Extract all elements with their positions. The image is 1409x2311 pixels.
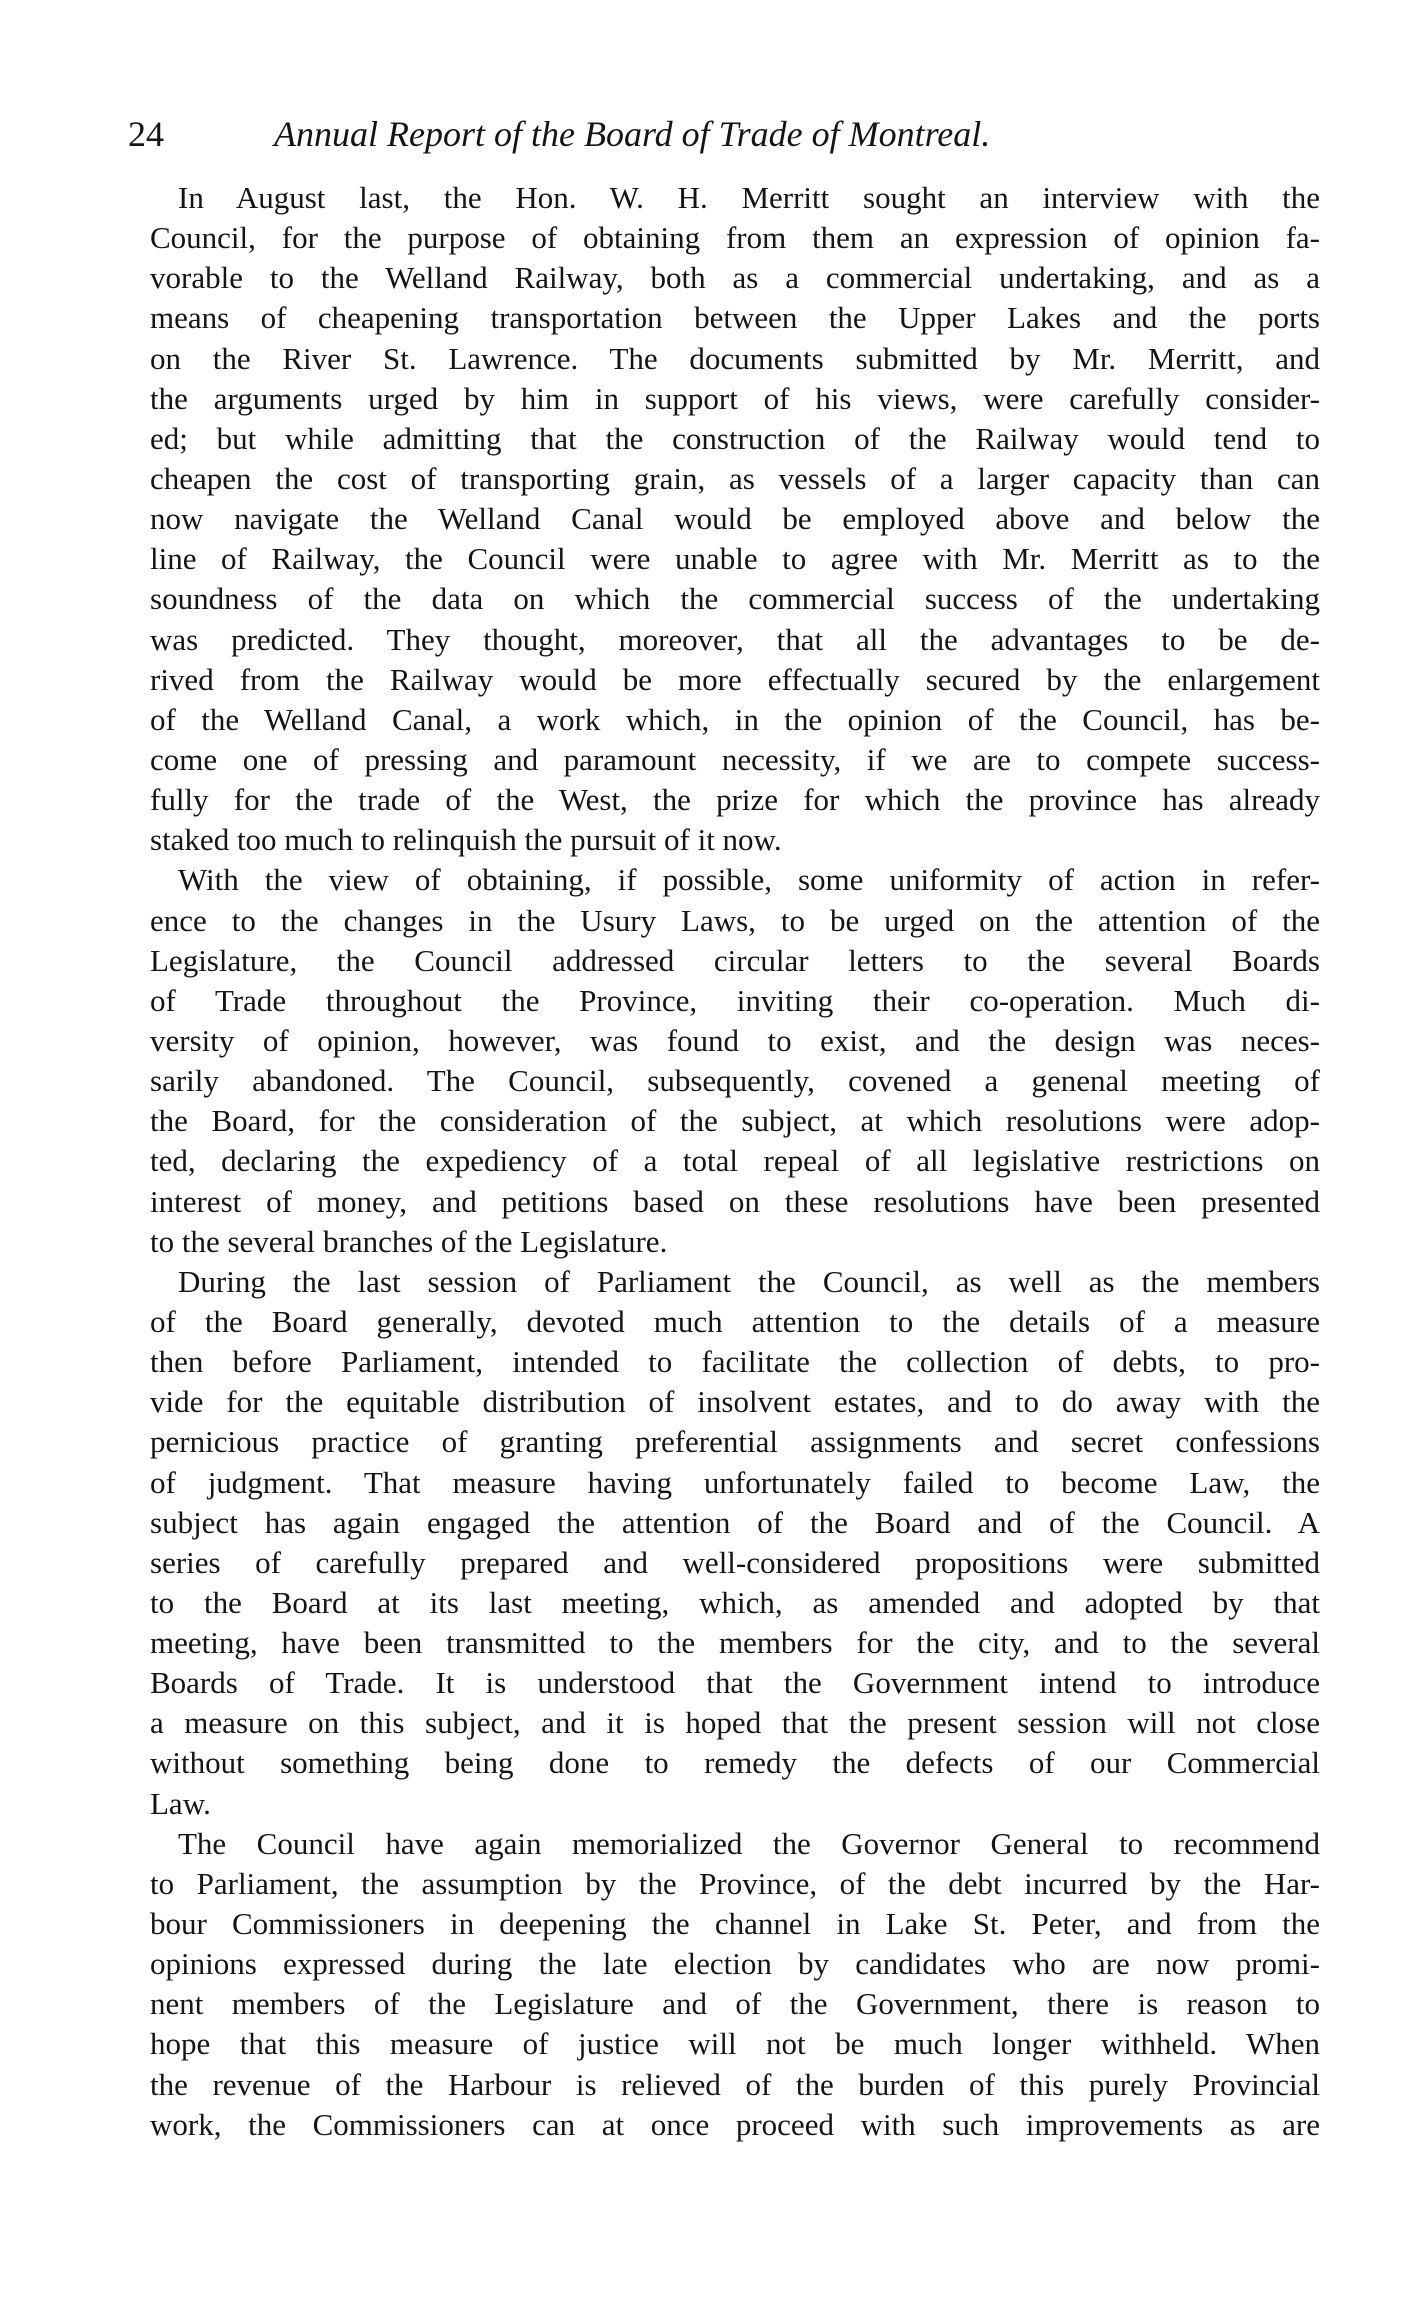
- text-line: the revenue of the Harbour is relieved of the burden of this purely Provincial: [150, 2066, 1320, 2102]
- text-line: work, the Commissioners can at once proceed with such improvements as are: [150, 2106, 1320, 2142]
- text-line: of Trade throughout the Province, inviting their co-operation. Much di-: [150, 982, 1320, 1018]
- text-line: ted, declaring the expediency of a total repeal of all legislative restrictions on: [150, 1143, 1320, 1179]
- running-title: Annual Report of the Board of Trade of Montreal.: [274, 114, 991, 154]
- text-line: the arguments urged by him in support of his views, were carefully consider-: [150, 380, 1320, 416]
- text-line: series of carefully prepared and well-considered propositions were submitted: [150, 1544, 1320, 1580]
- text-line: subject has again engaged the attention of the Board and of the Council. A: [150, 1504, 1320, 1540]
- text-line: nent members of the Legislature and of the Government, there is reason to: [150, 1986, 1320, 2022]
- page-number: 24: [128, 114, 164, 154]
- text-line: to the several branches of the Legislature.: [150, 1223, 668, 1259]
- text-line: was predicted. They thought, moreover, that all the advantages to be de-: [150, 621, 1320, 657]
- text-line: interest of money, and petitions based on these resolutions have been presented: [150, 1183, 1320, 1219]
- text-line: ed; but while admitting that the construction of the Railway would tend to: [150, 420, 1320, 456]
- text-line: meeting, have been transmitted to the members for the city, and to the several: [150, 1625, 1320, 1661]
- page-header: [128, 108, 1318, 160]
- text-line: of the Welland Canal, a work which, in the opinion of the Council, has be-: [150, 701, 1320, 737]
- text-line: During the last session of Parliament the Council, as well as the members: [178, 1263, 1320, 1299]
- text-line: hope that this measure of justice will not be much longer withheld. When: [150, 2026, 1320, 2062]
- text-line: soundness of the data on which the commercial success of the undertaking: [150, 581, 1320, 617]
- text-line: fully for the trade of the West, the prize for which the province has already: [150, 782, 1320, 818]
- text-line: come one of pressing and paramount necessity, if we are to compete success-: [150, 741, 1320, 777]
- text-line: without something being done to remedy the defects of our Commercial: [150, 1745, 1320, 1781]
- text-line: rived from the Railway would be more effectually secured by the enlargement: [150, 661, 1320, 697]
- text-line: staked too much to relinquish the pursuit of it now.: [150, 822, 782, 858]
- text-line: In August last, the Hon. W. H. Merritt sought an interview with the: [178, 180, 1320, 215]
- text-line: versity of opinion, however, was found to exist, and the design was neces-: [150, 1022, 1320, 1058]
- body-text: [150, 178, 1320, 2145]
- text-line: means of cheapening transportation between the Upper Lakes and the ports: [150, 300, 1320, 336]
- text-line: The Council have again memorialized the Governor General to recommend: [178, 1825, 1320, 1861]
- text-line: pernicious practice of granting preferential assignments and secret confessions: [150, 1424, 1320, 1460]
- text-line: the Board, for the consideration of the subject, at which resolutions were adop-: [150, 1103, 1320, 1139]
- text-line: Law.: [150, 1785, 211, 1821]
- text-line: Boards of Trade. It is understood that the Government intend to introduce: [150, 1665, 1320, 1701]
- text-line: now navigate the Welland Canal would be employed above and below the: [150, 501, 1320, 537]
- text-line: cheapen the cost of transporting grain, as vessels of a larger capacity than can: [150, 460, 1320, 496]
- text-line: then before Parliament, intended to facilitate the collection of debts, to pro-: [150, 1344, 1320, 1380]
- text-line: opinions expressed during the late election by candidates who are now promi-: [150, 1946, 1320, 1982]
- text-line: a measure on this subject, and it is hoped that the present session will not close: [150, 1705, 1320, 1741]
- text-line: vide for the equitable distribution of insolvent estates, and to do away with the: [150, 1384, 1320, 1420]
- text-line: ence to the changes in the Usury Laws, to be urged on the attention of the: [150, 902, 1320, 938]
- text-line: With the view of obtaining, if possible, some uniformity of action in refer-: [178, 862, 1320, 898]
- text-line: sarily abandoned. The Council, subsequently, covened a genenal meeting of: [150, 1063, 1320, 1099]
- text-line: line of Railway, the Council were unable to agree with Mr. Merritt as to the: [150, 541, 1320, 577]
- text-line: on the River St. Lawrence. The documents submitted by Mr. Merritt, and: [150, 340, 1320, 376]
- text-line: to the Board at its last meeting, which, as amended and adopted by that: [150, 1584, 1320, 1620]
- text-line: Legislature, the Council addressed circular letters to the several Boards: [150, 942, 1320, 978]
- text-line: to Parliament, the assumption by the Province, of the debt incurred by the Har-: [150, 1865, 1320, 1901]
- text-line: vorable to the Welland Railway, both as a commercial undertaking, and as a: [150, 260, 1320, 296]
- text-line: Council, for the purpose of obtaining from them an expression of opinion fa-: [150, 220, 1320, 256]
- text-line: of the Board generally, devoted much attention to the details of a measure: [150, 1303, 1320, 1339]
- text-line: bour Commissioners in deepening the channel in Lake St. Peter, and from the: [150, 1906, 1320, 1942]
- text-line: of judgment. That measure having unfortunately failed to become Law, the: [150, 1464, 1320, 1500]
